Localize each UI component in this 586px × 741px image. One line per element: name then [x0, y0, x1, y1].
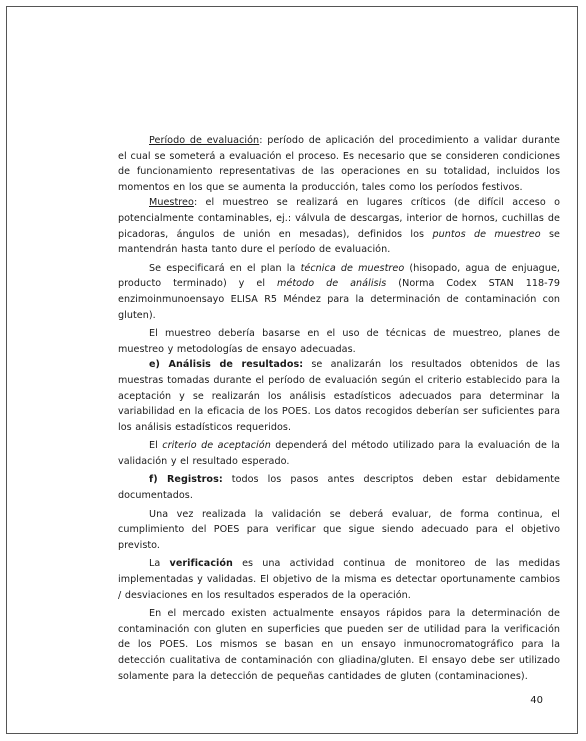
paragraph-plan: Se especificará en el plan la técnica de muestreo (hisopado, agua de enjuague, producto terminado) y el método de análisis (Norma Codex STAN 118-79 enzimoinmunoensayo ELISA R5 Méndez para la determinación de contaminación con gluten). — [118, 262, 561, 321]
paragraph-rapid-tests: En el mercado existen actualmente ensayos rápidos para la determinación de contaminación con gluten en superficies que pueden ser de utilidad para la verificación de los POES. Los mismos se basan en un ensayo inmunocromatográfico para la detección cualitativa de contaminación con gliadina/gluten. El ensayo debe ser utilizado solamente para la detección de pequeñas cantidades de gluten (contaminaciones). — [118, 608, 560, 682]
paragraph-results-analysis: e) Análisis de resultados: se analizarán los resultados obtenidos de las muestras tomadas durante el período de evaluación según el criterio establecido para la aceptación y se realizarán los análisis estadísticos adecuados para determinar la variabilidad en la eficacia de los POES. Los datos recogidos deberían ser suficientes para los análisis estadísticos requeridos. — [118, 359, 560, 433]
paragraph-acceptance-criteria: El criterio de aceptación dependerá del método utilizado para la evaluación de la validación y el resultado esperado. — [118, 440, 560, 467]
heading-records: f) Registros: — [149, 474, 223, 486]
heading-results-analysis: e) Análisis de resultados: — [149, 359, 304, 371]
document-page — [6, 6, 578, 734]
body-text — [118, 133, 560, 687]
paragraph-validation: Una vez realizada la validación se deberá evaluar, de forma continua, el cumplimiento del POES para verificar que sigue siendo adecuado para el objetivo previsto. — [118, 508, 560, 551]
paragraph-evaluation-period: Período de evaluación: período de aplicación del procedimiento a validar durante el cual se someterá a evaluación el proceso. Es necesario que se consideren condiciones de funcionamiento representativas de las operaciones en su totalidad, incluidos los momentos en los que se aumenta la producción, tales como los períodos festivos. — [118, 135, 560, 193]
paragraph-verification: La verificación es una actividad continua de monitoreo de las medidas implementadas y validadas. El objetivo de la misma es detectar oportunamente cambios / desviaciones en los resultados esperados de la operación. — [118, 558, 560, 601]
term-sampling: Muestreo — [149, 197, 194, 209]
paragraph-sampling-basis: El muestreo debería basarse en el uso de técnicas de muestreo, planes de muestreo y metodologías de ensayo adecuadas. — [118, 328, 560, 355]
page-number: 40 — [530, 695, 543, 706]
term-verification: verificación — [169, 558, 233, 570]
paragraph-sampling: Muestreo: el muestreo se realizará en lugares críticos (de difícil acceso o potencialmente contaminables, ej.: válvula de descargas, interior de hornos, cuchillas de picadoras, ángulos de unión en mesadas), definidos los puntos de muestreo se mantendrán hasta tanto dure el período de evaluación. — [118, 197, 560, 256]
paragraph-records: f) Registros: todos los pasos antes descriptos deben estar debidamente documentados. — [118, 474, 560, 502]
term-evaluation-period: Período de evaluación — [149, 135, 260, 146]
